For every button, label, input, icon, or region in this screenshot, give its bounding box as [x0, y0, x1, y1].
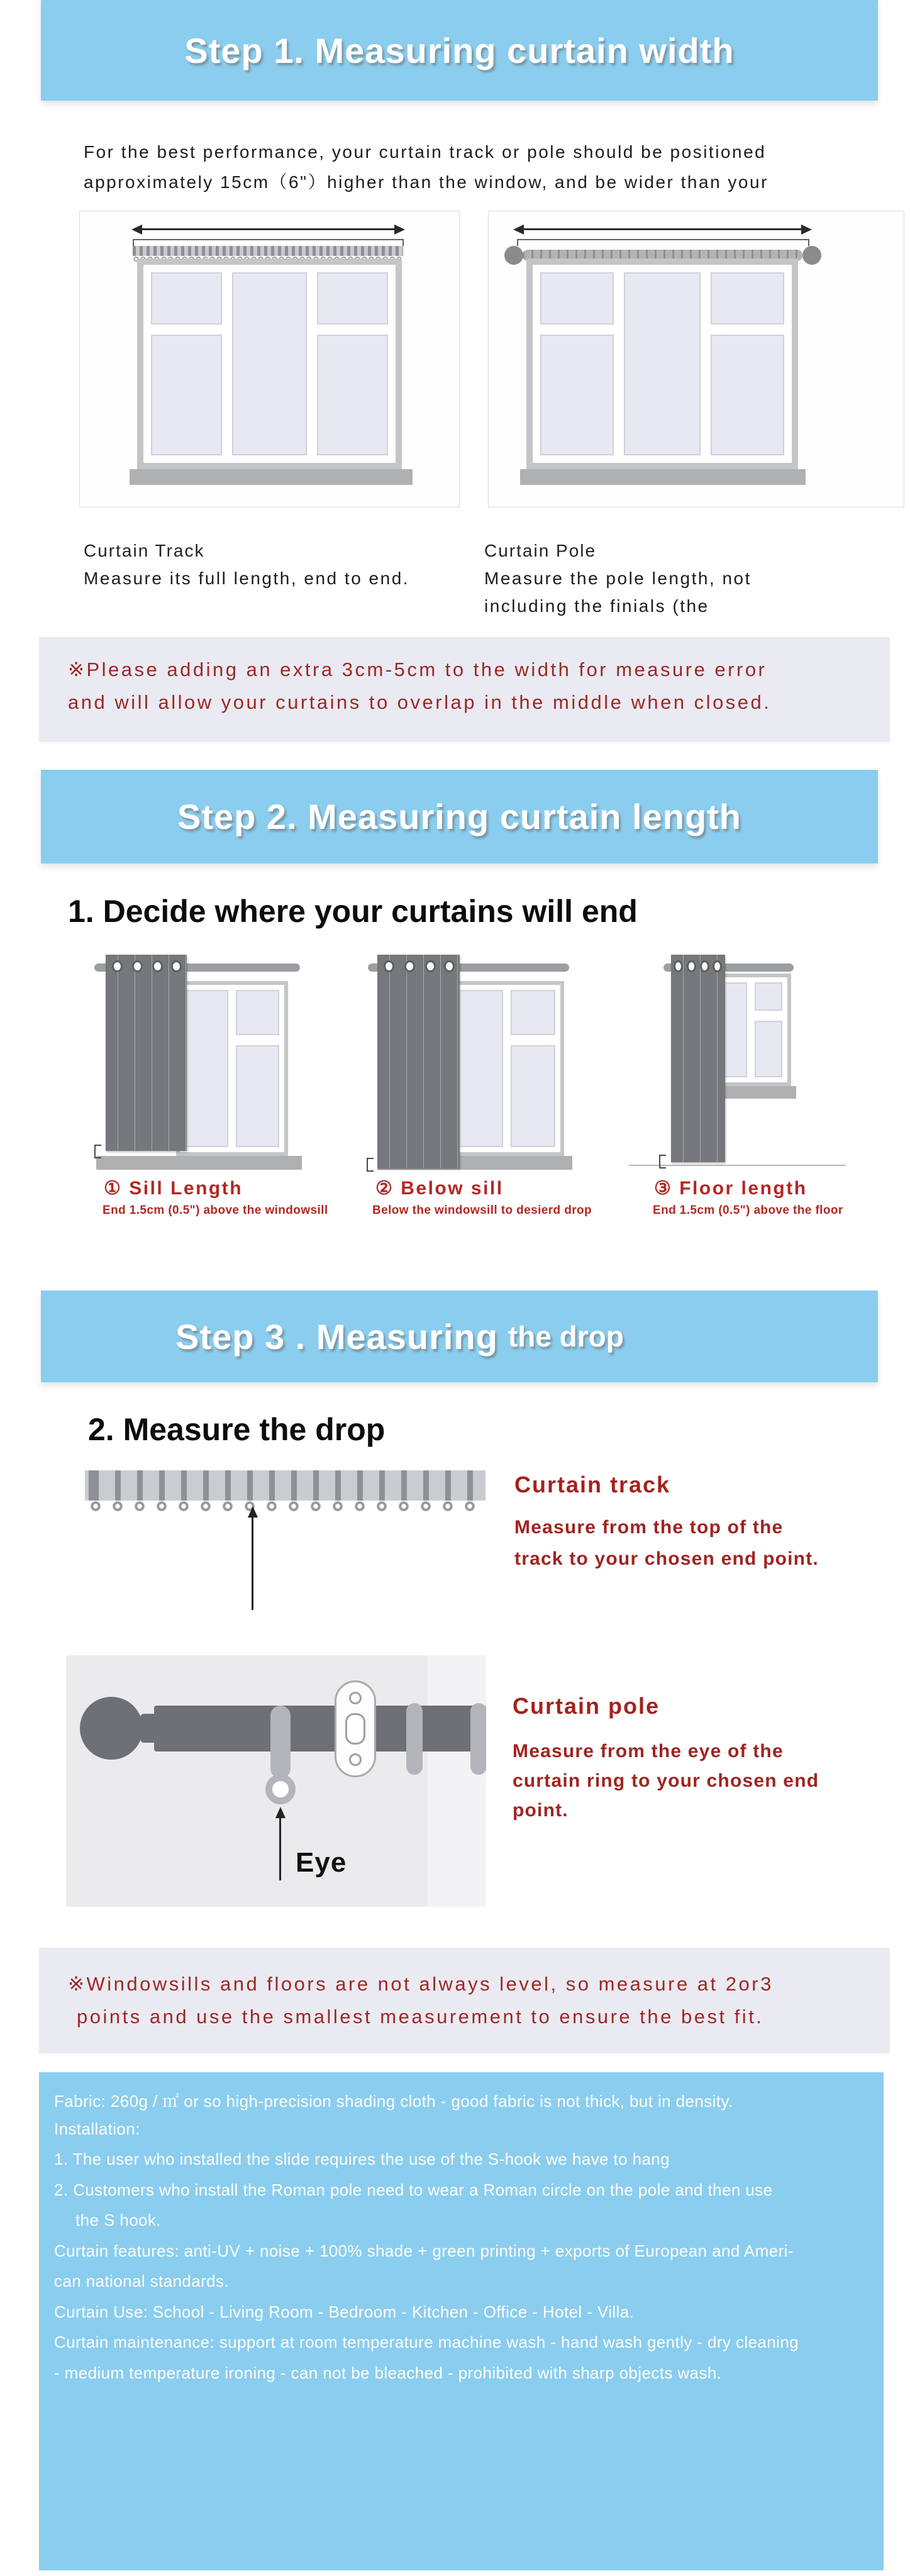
windowsill-graphic — [130, 469, 413, 485]
drop-note-line2: points and use the smallest measurement to ensure the best fit. — [77, 2006, 764, 2028]
windowsill-graphic — [520, 469, 806, 485]
finial-neck — [140, 1714, 157, 1743]
grommet-icon — [687, 960, 696, 972]
drop-note — [39, 1948, 890, 2053]
pole-drop-line3: point. — [513, 1800, 569, 1821]
curtain-graphic — [377, 955, 460, 1169]
eye-label: Eye — [296, 1847, 347, 1878]
option2-label: ② Below sill — [375, 1178, 504, 1199]
window-pane — [458, 990, 503, 1147]
footer-line: Fabric: 260g / ㎡ or so high-precision shading cloth - good fabric is not thick, but in density. — [54, 2092, 733, 2111]
option2-desc: Below the windowsill to desierd drop — [372, 1204, 592, 1217]
step1-intro-line1: For the best performance, your curtain track or pole should be positioned — [84, 142, 767, 162]
pole-drop-line2: curtain ring to your chosen end — [513, 1770, 819, 1791]
grommet-icon — [713, 960, 722, 972]
window-pane — [232, 272, 307, 455]
window-pane — [711, 272, 784, 325]
window-pane — [236, 990, 279, 1035]
grommet-icon — [171, 960, 182, 972]
width-note-line2: and will allow your curtains to overlap in the middle when closed. — [68, 691, 772, 713]
curtain-track-graphic — [133, 246, 403, 256]
step3-banner-subtitle: the drop — [508, 1320, 624, 1353]
window-pane — [540, 335, 614, 455]
footer-line: - medium temperature ironing - can not be bleached - prohibited with sharp objects wash. — [54, 2363, 722, 2382]
window-pane — [755, 1021, 782, 1077]
measure-line — [517, 239, 809, 240]
grommet-icon — [112, 960, 123, 972]
step2-banner — [41, 770, 878, 863]
grommet-icon — [152, 960, 163, 972]
track-drop-title: Curtain track — [514, 1472, 671, 1497]
step1-intro-line2: approximately 15cm（6"）higher than the window, and be wider than your — [84, 172, 769, 192]
drop-note-line1: ※Windowsills and floors are not always level, so measure at 2or3 — [68, 1973, 774, 1995]
track-caption-title: Curtain Track — [84, 541, 205, 560]
window-pane — [185, 990, 228, 1147]
step1-banner-title: Step 1. Measuring curtain width — [184, 30, 735, 70]
step2-heading: 1. Decide where your curtains will end — [68, 894, 638, 929]
curtain-track-diagram — [79, 211, 460, 508]
curtain-graphic — [671, 955, 725, 1162]
windowsill-graphic — [96, 1156, 302, 1170]
pole-caption-title: Curtain Pole — [484, 541, 597, 560]
bracket-slot — [345, 1713, 365, 1745]
option1-desc: End 1.5cm (0.5") above the windowsill — [103, 1204, 328, 1217]
measure-bracket-icon — [94, 1145, 101, 1158]
window-pane — [711, 335, 784, 455]
step3-heading: 2. Measure the drop — [88, 1412, 386, 1447]
eye-ring-icon — [265, 1774, 296, 1804]
footer-line: 1. The user who installed the slide requires the use of the S-hook we have to hang — [54, 2150, 670, 2168]
window-pane — [317, 272, 388, 325]
window-pane — [151, 272, 222, 325]
grommet-icon — [384, 960, 394, 972]
grommet-icon — [700, 960, 709, 972]
drop-track-rings — [85, 1501, 486, 1513]
up-arrow-icon — [279, 1818, 281, 1880]
grommet-icon — [444, 960, 455, 972]
width-arrow-icon — [524, 228, 801, 230]
pole-finial-icon — [80, 1697, 143, 1760]
window-pane — [755, 982, 782, 1011]
curtain-ring-graphic — [270, 1706, 291, 1779]
footer-line: 2. Customers who install the Roman pole need to wear a Roman circle on the pole and then use — [54, 2180, 773, 2199]
step2-banner-title: Step 2. Measuring curtain length — [177, 797, 742, 836]
step3-banner-title: Step 3 . Measuring — [175, 1316, 498, 1357]
drop-track-graphic — [85, 1470, 486, 1501]
pole-finial-icon — [802, 246, 821, 265]
curtain-ring-graphic — [470, 1703, 486, 1775]
curtain-graphic — [106, 955, 187, 1151]
pole-bar-graphic — [154, 1706, 486, 1752]
track-caption-line: Measure its full length, end to end. — [84, 569, 410, 588]
window-pane — [511, 1045, 555, 1148]
option1-label: ① Sill Length — [104, 1178, 243, 1199]
window-graphic — [176, 981, 288, 1156]
footer-line: Installation: — [54, 2119, 140, 2138]
grommet-icon — [674, 960, 683, 972]
pole-caption-line1: Measure the pole length, not — [484, 569, 752, 588]
footer-line: Curtain features: anti-UV + noise + 100% shade + green printing + exports of European and Ameri- — [54, 2241, 794, 2260]
pole-caption-line2: including the finials (the — [484, 596, 709, 616]
track-drop-line1: Measure from the top of the — [514, 1517, 784, 1538]
grommet-icon — [404, 960, 415, 972]
product-info-footer — [39, 2072, 884, 2570]
grommet-icon — [425, 960, 436, 972]
window-pane — [511, 990, 555, 1035]
curtain-ring-graphic — [406, 1703, 423, 1775]
pole-drop-title: Curtain pole — [513, 1693, 660, 1719]
window-graphic — [526, 258, 798, 469]
screw-hole-icon — [349, 1753, 362, 1766]
up-arrow-icon — [252, 1517, 253, 1610]
footer-line: the S hook. — [75, 2211, 161, 2229]
window-graphic — [450, 981, 564, 1156]
window-pane — [317, 335, 388, 455]
width-note-line1: ※Please adding an extra 3cm-5cm to the width for measure error — [68, 658, 767, 680]
drop-pole-panel — [66, 1655, 486, 1907]
window-pane — [540, 272, 614, 325]
track-drop-line2: track to your chosen end point. — [514, 1548, 819, 1569]
footer-line: Curtain maintenance: support at room temperature machine wash - hand wash gently - dry cleaning — [54, 2333, 799, 2351]
measure-line — [133, 239, 404, 240]
footer-line: can national standards. — [54, 2272, 230, 2290]
option3-label: ③ Floor length — [654, 1178, 807, 1199]
window-graphic — [137, 258, 402, 469]
window-pane — [151, 335, 222, 455]
step3-banner — [41, 1291, 878, 1382]
option3-desc: End 1.5cm (0.5") above the floor — [653, 1204, 843, 1217]
curtain-pole-diagram — [488, 211, 904, 508]
screw-hole-icon — [349, 1692, 362, 1704]
width-note — [39, 637, 890, 742]
measure-bracket-icon — [367, 1158, 374, 1172]
step1-banner — [41, 0, 878, 101]
footer-line: Curtain Use: School - Living Room - Bedroom - Kitchen - Office - Hotel - Villa. — [54, 2302, 635, 2321]
measure-bracket-icon — [659, 1155, 666, 1169]
window-pane — [236, 1045, 279, 1148]
width-arrow-icon — [142, 228, 394, 230]
grommet-icon — [132, 960, 143, 972]
pole-finial-icon — [504, 246, 523, 265]
pole-drop-line1: Measure from the eye of the — [513, 1741, 784, 1762]
window-pane — [624, 272, 701, 455]
